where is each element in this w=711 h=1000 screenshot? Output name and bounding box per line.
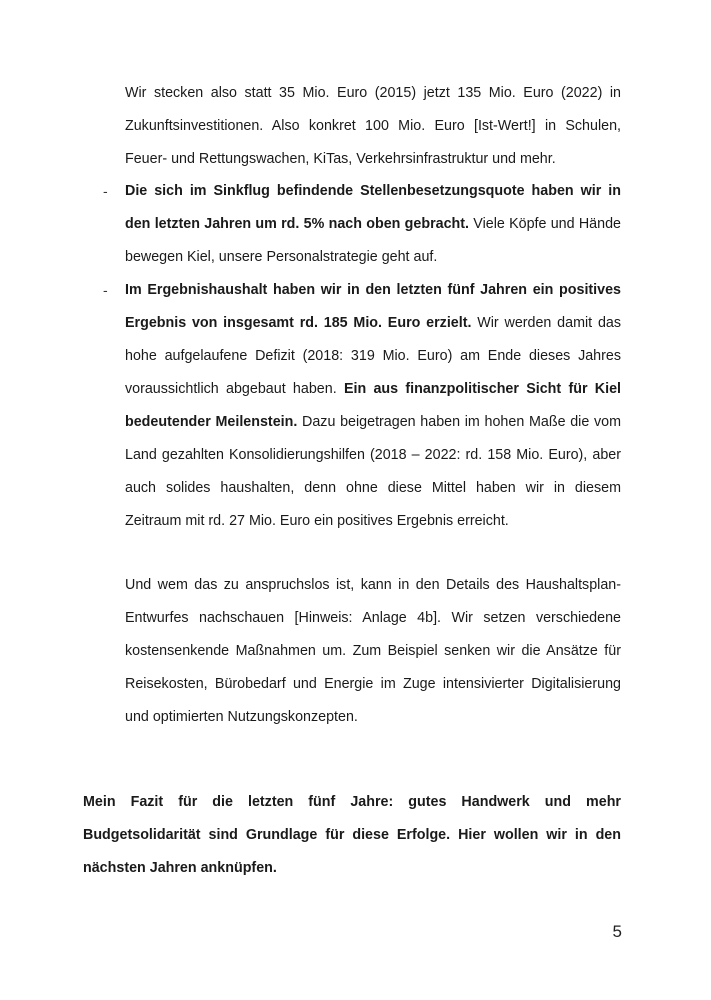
- body-paragraph-text: Und wem das zu anspruchslos ist, kann in den Details des Haushaltsplan-Entwurfes nachschauen [Hinweis: Anlage 4b]. Wir setzen verschiedene kostensenkende Maßnahmen um. Zum Beispiel senken wir die Ansätze für Reisekosten, Bürobedarf und Energie im Zuge intensivierter Digitalisierung und optimierten Nutzungskonzepten.: [125, 577, 621, 725]
- bullet-2-bold-text-1: Im Ergebnishaushalt haben wir in den letzten fünf Jahren ein positives Ergebnis von insgesamt rd. 185 Mio. Euro erzielt.: [125, 282, 621, 331]
- bullet-dash-1: -: [103, 183, 108, 199]
- conclusion-paragraph: [83, 786, 621, 885]
- bullet-1-bold-text: Die sich im Sinkflug befindende Stellenbesetzungsquote haben wir in den letzten Jahren um rd. 5% nach oben gebracht.: [125, 183, 621, 232]
- bullet-2-text-2: Dazu beigetragen haben im hohen Maße die vom Land gezahlten Konsolidierungshilfen (2018 – 2022: rd. 158 Mio. Euro), aber auch solides haushalten, denn ohne diese Mittel haben wir in diesem Zeitraum mit rd. 27 Mio. Euro ein positives Ergebnis erreicht.: [125, 414, 621, 529]
- bullet-item-2: [125, 274, 621, 538]
- body-paragraph: [125, 569, 621, 734]
- bullet-2-bold-text-2: Ein aus finanzpolitischer Sicht für Kiel bedeutender Meilenstein.: [125, 381, 621, 430]
- bullet-dash-2: -: [103, 282, 108, 298]
- intro-text: Wir stecken also statt 35 Mio. Euro (2015) jetzt 135 Mio. Euro (2022) in Zukunftsinvestitionen. Also konkret 100 Mio. Euro [Ist-Wert!] in Schulen, Feuer- und Rettungswachen, KiTas, Verkehrsinfrastruktur und mehr.: [125, 85, 621, 167]
- page-number: 5: [612, 922, 622, 941]
- intro-paragraph: [125, 77, 621, 176]
- conclusion-text: Mein Fazit für die letzten fünf Jahre: gutes Handwerk und mehr Budgetsolidarität sind Grundlage für diese Erfolge. Hier wollen wir in den nächsten Jahren anknüpfen.: [83, 794, 621, 876]
- bullet-2-text-1: Wir werden damit das hohe aufgelaufene Defizit (2018: 319 Mio. Euro) am Ende dieses Jahres voraussichtlich abgebaut haben.: [125, 315, 621, 397]
- bullet-item-1: [125, 175, 621, 274]
- bullet-1-text: Viele Köpfe und Hände bewegen Kiel, unsere Personalstrategie geht auf.: [125, 216, 621, 265]
